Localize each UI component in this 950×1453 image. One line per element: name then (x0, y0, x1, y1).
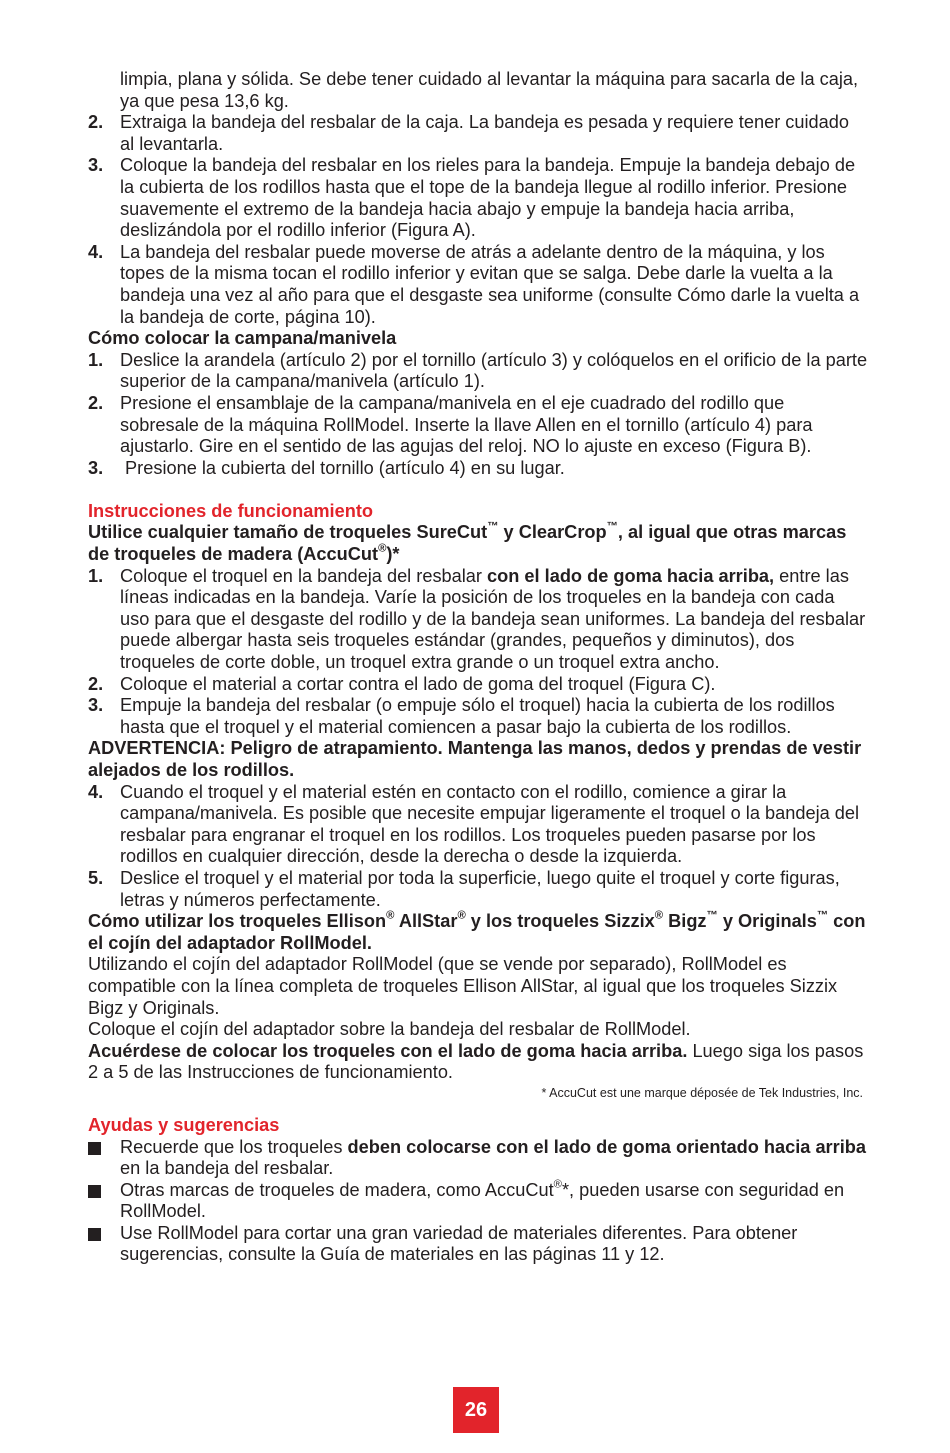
document-page (88, 69, 868, 1266)
square-bullet-icon (88, 1185, 101, 1198)
item-text: Coloque el material a cortar contra el lado de goma del troquel (Figura C). (120, 673, 716, 694)
list-item (88, 695, 868, 738)
item-text: La bandeja del resbalar puede moverse de atrás a adelante dentro de la máquina, y los topes de la misma tocan el rodillo inferior y evitan que se salga. Debe darle la vuelta a la bandeja una vez al año para que el desgaste sea uniforme (consulte Cómo darle la vuelta a la bandeja de corte, página 10). (120, 241, 860, 327)
list-item (88, 112, 868, 155)
list-item (88, 242, 868, 328)
item-number: 2. (88, 112, 104, 133)
item-number: 3. (88, 155, 104, 176)
item-text: Presione el ensamblaje de la campana/manivela en el eje cuadrado del rodillo que sobresale de la máquina RollModel. Inserte la llave Allen en el tornillo (artículo 4) para ajustarlo. Gire en el sentido de las agujas del reloj. NO lo ajuste en exceso (Figura B). (120, 392, 813, 457)
item-number: 1. (88, 349, 104, 370)
list-item (88, 393, 868, 458)
list-item (88, 868, 868, 911)
item-number: 3. (88, 695, 104, 716)
square-bullet-icon (88, 1142, 101, 1155)
item-number: 4. (88, 241, 104, 262)
item-number: 3. (88, 457, 104, 478)
warning-text: ADVERTENCIA: Peligro de atrapamiento. Mantenga las manos, dedos y prendas de vestir alejados de los rodillos. (88, 738, 862, 780)
item-text: Deslice la arandela (artículo 2) por el tornillo (artículo 3) y colóquelos en el orificio de la parte superior de la campana/manivela (artículo 1). (120, 349, 868, 392)
section-heading-funcionamiento: Instrucciones de funcionamiento (88, 500, 373, 521)
paragraph: Acuérdese de colocar los troqueles con el lado de goma hacia arriba. Luego siga los pasos 2 a 5 de las Instrucciones de funcionamiento. (88, 1040, 864, 1083)
item-text: Recuerde que los troqueles deben colocarse con el lado de goma orientado hacia arriba en la bandeja del resbalar. (120, 1136, 866, 1179)
item-text: Presione la cubierta del tornillo (artículo 4) en su lugar. (120, 457, 565, 478)
list-item (88, 155, 868, 241)
list-item (88, 458, 868, 480)
continued-paragraph: limpia, plana y sólida. Se debe tener cuidado al levantar la máquina para sacarla de la caja, ya que pesa 13,6 kg. (120, 69, 859, 111)
section-heading-ellison: Cómo utilizar los troqueles Ellison® AllStar® y los troqueles Sizzix® Bigz™ y Originals™ con el cojín del adaptador RollModel. (88, 909, 866, 953)
list-item (88, 1180, 868, 1223)
item-text: Coloque la bandeja del resbalar en los rieles para la bandeja. Empuje la bandeja debajo de la cubierta de los rodillos hasta que el tope de la bandeja llegue al rodillo inferior. Presione suavemente el extremo de la bandeja hacia abajo y empuje la bandeja hacia arriba, deslizándola por el rodillo inferior (Figura A). (120, 155, 856, 241)
list-item (88, 350, 868, 393)
paragraph: Utilizando el cojín del adaptador RollModel (que se vende por separado), RollModel es compatible con la línea completa de troqueles Ellison AllStar, al igual que los troqueles Sizzix Bigz y Originals. (88, 954, 838, 1018)
list-item (88, 782, 868, 868)
item-text: Empuje la bandeja del resbalar (o empuje sólo el troquel) hacia la cubierta de los rodillos hasta que el troquel y el material comiencen a pasar bajo la cubierta de los rodillos. (120, 695, 835, 737)
item-text: Otras marcas de troqueles de madera, como AccuCut®*, pueden usarse con seguridad en RollModel. (120, 1178, 845, 1222)
page-number-badge: 26 (453, 1387, 499, 1433)
list-item (88, 674, 868, 696)
section-heading-campana: Cómo colocar la campana/manivela (88, 328, 397, 349)
item-text: Use RollModel para cortar una gran variedad de materiales diferentes. Para obtener sugerencias, consulte la Guía de materiales en las páginas 11 y 12. (120, 1222, 798, 1265)
list-item: 1. Coloque el troquel en la bandeja del resbalar con el lado de goma hacia arriba, entre las líneas indicadas en la bandeja. Varíe la posición de los troqueles en la bandeja con cada uso para que el desgaste del rodillo y de la bandeja sean uniformes. La bandeja del resbalar puede albergar hasta seis troqueles estándar (grandes, pequeños y diminutos), dos troqueles de corte doble, un troquel extra grande o un troquel extra ancho. (88, 566, 868, 674)
paragraph: Coloque el cojín del adaptador sobre la bandeja del resbalar de RollModel. (88, 1019, 691, 1040)
item-number: 2. (88, 673, 104, 694)
item-text: Deslice el troquel y el material por toda la superficie, luego quite el troquel y corte figuras, letras y números perfectamente. (120, 867, 840, 910)
item-text: Extraiga la bandeja del resbalar de la caja. La bandeja es pesada y requiere tener cuidado al levantarla. (120, 112, 850, 154)
section-heading-ayudas: Ayudas y sugerencias (88, 1114, 280, 1135)
item-text: Coloque el troquel en la bandeja del resbalar con el lado de goma hacia arriba, entre las líneas indicadas en la bandeja. Varíe la posición de los troqueles en la bandeja con cada uso para que el desgaste del rodillo y de la bandeja sean uniformes. La bandeja del resbalar puede albergar hasta seis troqueles estándar (grandes, pequeños y diminutos), dos troqueles de corte doble, un troquel extra grande o un troquel extra ancho. (120, 565, 866, 673)
list-item (88, 1223, 868, 1266)
square-bullet-icon (88, 1228, 101, 1241)
item-text: Cuando el troquel y el material estén en contacto con el rodillo, comience a girar la campana/manivela. Es posible que necesite empujar ligeramente el troquel o la bandeja del resbalar para engranar el troquel en los rodillos. Los troqueles pueden pasarse por los rodillos en cualquier dirección, desde la derecha o desde la izquierda. (120, 781, 860, 867)
footnote: * AccuCut est une marque déposée de Tek Industries, Inc. (541, 1085, 863, 1100)
item-number: 5. (88, 867, 104, 888)
list-item (88, 1137, 868, 1180)
item-number: 2. (88, 392, 104, 413)
item-number: 4. (88, 781, 104, 802)
intro-heading: Utilice cualquier tamaño de troqueles SureCut™ y ClearCrop™, al igual que otras marcas de troqueles de madera (AccuCut®)* (88, 521, 847, 565)
